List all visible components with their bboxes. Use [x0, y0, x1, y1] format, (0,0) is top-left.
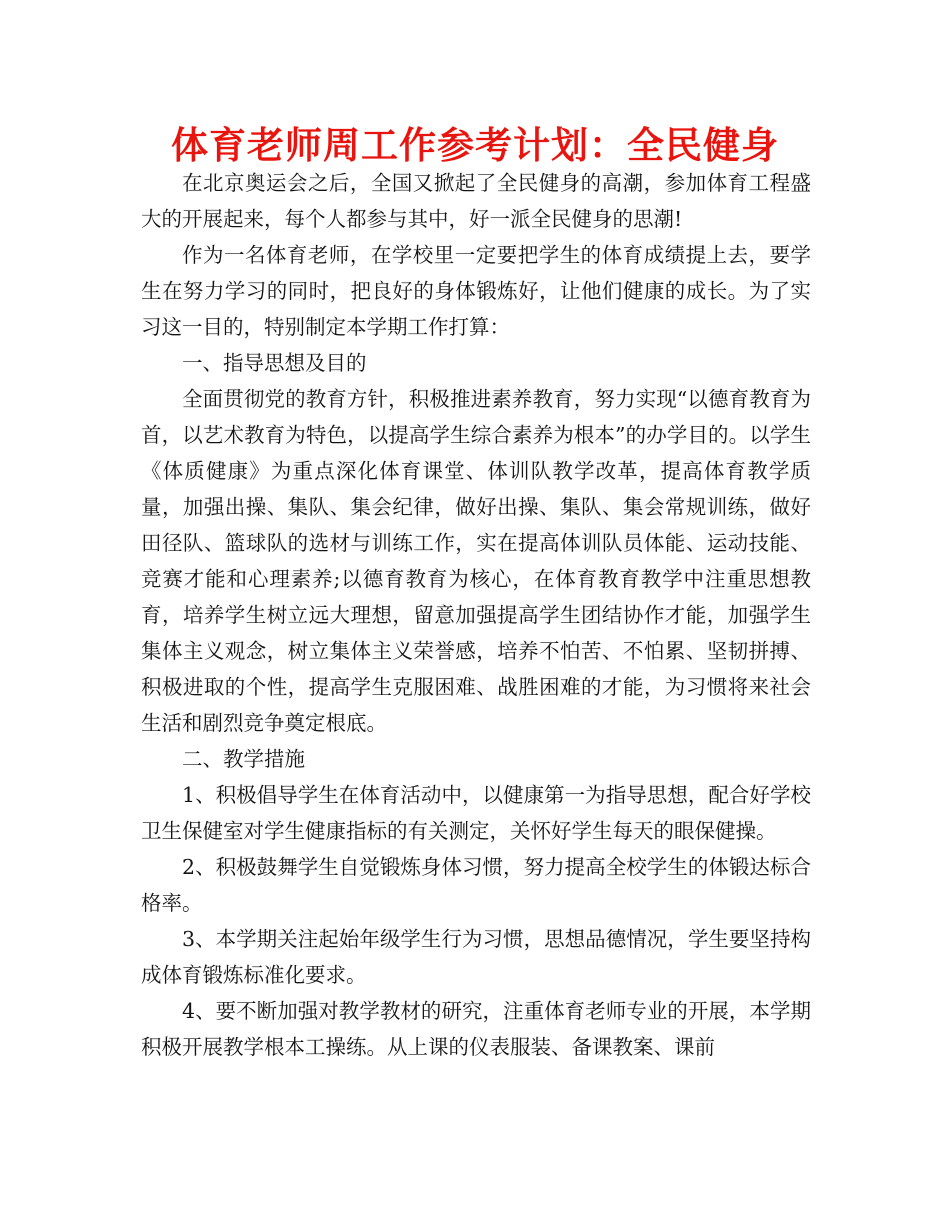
section-heading-guiding-thought: 一、指导思想及目的 — [182, 351, 367, 375]
measure-item-2: 2、积极鼓舞学生自觉锻炼身体习惯，努力提高全校学生的体锻达标合格率。 — [141, 855, 811, 915]
guiding-thought-paragraph: 全面贯彻党的教育方针，积极推进素养教育，努力实现“以德育教育为首，以艺术教育为特色，以提高学生综合素养为根本”的办学目的。以学生《体质健康》为重点深化体育课堂、体训队教学改革，提高体育教学质量，加强出操、集队、集会纪律，做好出操、集队、集会常规训练，做好田径队、篮球队的选材与训练工作，实在提高体训队员体能、运动技能、竞赛才能和心理素养;以德育教育为核心，在体育教育教学中注重思想教育，培养学生树立远大理想，留意加强提高学生团结协作才能，加强学生集体主义观念，树立集体主义荣誉感，培养不怕苦、不怕累、坚韧拼搏、积极进取的个性，提高学生克服困难、战胜困难的才能，为习惯将来社会生活和剧烈竞争奠定根底。 — [141, 387, 811, 735]
section-heading-teaching-measures: 二、教学措施 — [182, 747, 305, 771]
intro-paragraph: 在北京奥运会之后，全国又掀起了全民健身的高潮，参加体育工程盛大的开展起来，每个人都参与其中，好一派全民健身的思潮! — [141, 171, 811, 231]
document-title: 体育老师周工作参考计划：全民健身 — [171, 124, 779, 167]
measure-item-4: 4、要不断加强对教学教材的研究，注重体育老师专业的开展，本学期积极开展教学根本工操练。从上课的仪表服装、备课教案、课前 — [141, 999, 811, 1059]
document-body — [141, 165, 811, 1065]
purpose-paragraph: 作为一名体育老师，在学校里一定要把学生的体育成绩提上去，要学生在努力学习的同时，把良好的身体锻炼好，让他们健康的成长。为了实习这一目的，特别制定本学期工作打算： — [141, 243, 811, 339]
measure-item-1: 1、积极倡导学生在体育活动中，以健康第一为指导思想，配合好学校卫生保健室对学生健康指标的有关测定，关怀好学生每天的眼保健操。 — [141, 783, 811, 843]
measure-item-3: 3、本学期关注起始年级学生行为习惯，思想品德情况，学生要坚持构成体育锻炼标准化要求。 — [141, 927, 811, 987]
